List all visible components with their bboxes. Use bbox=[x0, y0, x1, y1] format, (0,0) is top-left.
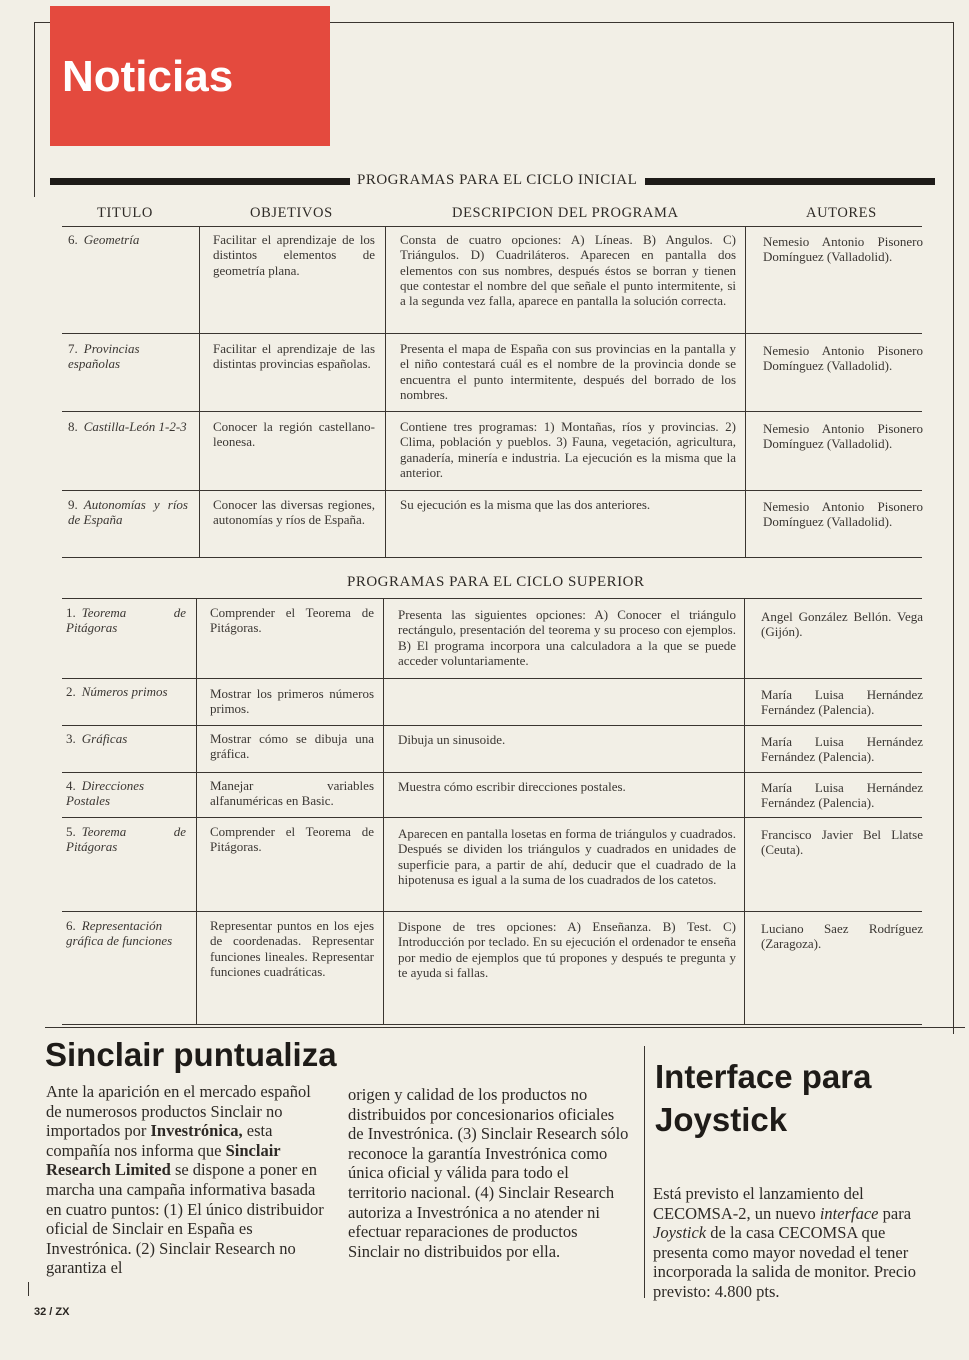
article-title-sinclair: Sinclair puntualiza bbox=[45, 1036, 337, 1073]
article-sinclair-col1: Ante la aparición en el mercado español de numerosos productos Sinclair no importados por Investrónica, esta compañía nos informa que Sinclair Research Limited se dispone a poner en marcha una campaña informativa basada en cuatro puntos: (1) El único distribuidor oficial de Sinclair en España es Investrónica. (2) Sinclair Research no garantiza el bbox=[46, 1082, 324, 1278]
program-autores: Nemesio Antonio Pisonero Domínguez (Valladolid). bbox=[763, 234, 923, 265]
articles-top-rule bbox=[45, 1027, 965, 1028]
program-descripcion: Su ejecución es la misma que las dos anteriores. bbox=[400, 497, 651, 512]
program-autores: Nemesio Antonio Pisonero Domínguez (Valladolid). bbox=[763, 499, 923, 530]
table-rule bbox=[62, 598, 922, 599]
program-objetivos: Manejar variables alfanuméricas en Basic. bbox=[210, 778, 374, 809]
table-col-rule bbox=[199, 226, 200, 557]
program-title: 7. Provincias españolas bbox=[68, 341, 140, 372]
table-rule bbox=[62, 817, 922, 818]
article-title-joystick-2: Joystick bbox=[655, 1101, 788, 1138]
program-objetivos: Comprender el Teorema de Pitágoras. bbox=[210, 824, 374, 855]
article-title-joystick-1: Interface para bbox=[655, 1058, 872, 1095]
table-rule bbox=[62, 226, 922, 227]
table-rule bbox=[62, 772, 922, 773]
program-objetivos: Facilitar el aprendizaje de los distintos elementos de geometría plana. bbox=[213, 232, 375, 278]
col-header-descripcion: DESCRIPCION DEL PROGRAMA bbox=[452, 205, 679, 221]
program-descripcion: Consta de cuatro opciones: A) Líneas. B) Angulos. C) Triángulos. D) Cuadriláteros. Aparecen en pantalla dos elementos con sus nombres, después éstos se borran y tienen que contestar el nombre del que señale el punto intermitente, si a la segunda vez falla, aparece en pantalla la solución correcta. bbox=[400, 232, 736, 309]
section-bar-right bbox=[645, 178, 935, 185]
table-rule bbox=[62, 678, 922, 679]
program-descripcion: Muestra cómo escribir direcciones postales. bbox=[398, 779, 626, 794]
program-title: 8. Castilla-León 1-2-3 bbox=[68, 419, 187, 434]
program-descripcion: Dispone de tres opciones: A) Enseñanza. B) Test. C) Introducción por teclado. En su ejecución el ordenador te enseña por medio de ejemplos que tú propones y después te pregunta y te ayuda si fallas. bbox=[398, 919, 736, 980]
program-autores: Angel González Bellón. Vega (Gijón). bbox=[761, 609, 923, 640]
col-header-titulo: TITULO bbox=[97, 205, 153, 221]
section-title-inicial: PROGRAMAS PARA EL CICLO INICIAL bbox=[357, 172, 638, 188]
program-objetivos: Mostrar cómo se dibuja una gráfica. bbox=[210, 731, 374, 762]
page-number: 32 / ZX bbox=[34, 1306, 70, 1318]
table-rule bbox=[62, 725, 922, 726]
section-title-superior: PROGRAMAS PARA EL CICLO SUPERIOR bbox=[347, 574, 645, 590]
program-title: 9. Autonomías y ríos de España bbox=[68, 497, 188, 528]
section-bar-left bbox=[50, 178, 350, 185]
frame-left-rule bbox=[34, 22, 35, 197]
table-col-rule bbox=[385, 226, 386, 557]
table-col-rule bbox=[196, 598, 197, 1024]
program-autores: Nemesio Antonio Pisonero Domínguez (Valladolid). bbox=[763, 343, 923, 374]
article-sinclair-col2: origen y calidad de los productos no distribuidos por concesionarios oficiales de Investrónica. (3) Sinclair Research sólo reconoce la garantía Investrónica como única oficial y válida para todo el territorio nacional. (4) Sinclair Research autoriza a Investrónica a no atender ni efectuar reparaciones de productos Sinclair no distribuidos por ella. bbox=[348, 1085, 629, 1261]
program-title: 1. Teorema de Pitágoras bbox=[66, 605, 186, 636]
table-col-rule bbox=[744, 598, 745, 1024]
table-rule bbox=[62, 333, 922, 334]
article-divider-rule bbox=[644, 1046, 645, 1298]
column-rule bbox=[28, 1282, 29, 1296]
program-objetivos: Conocer la región castellano-leonesa. bbox=[213, 419, 375, 450]
table-rule bbox=[62, 411, 922, 412]
table-col-rule bbox=[383, 598, 384, 1024]
section-header-title: Noticias bbox=[62, 52, 234, 101]
program-title: 6. Geometría bbox=[68, 232, 140, 247]
program-descripcion: Aparecen en pantalla losetas en forma de triángulos y cuadrados. Después se dividen los triángulos y cuadrados en unidades de superficie para, a partir de ahí, deducir que el cuadrado de la hipotenusa es igual a la suma de los cuadrados de los catetos. bbox=[398, 826, 736, 887]
program-objetivos: Mostrar los primeros números primos. bbox=[210, 686, 374, 717]
program-objetivos: Representar puntos en los ejes de coordenadas. Representar funciones lineales. Representar funciones cuadráticas. bbox=[210, 918, 374, 979]
col-header-objetivos: OBJETIVOS bbox=[250, 205, 333, 221]
program-descripcion: Presenta el mapa de España con sus provincias en la pantalla y el niño contestará cuál es el nombre de la provincia donde se encuentra el punto intermitente, después del borrado de los nombres. bbox=[400, 341, 736, 402]
program-autores: María Luisa Hernández Fernández (Palencia). bbox=[761, 780, 923, 811]
program-descripcion: Contiene tres programas: 1) Montañas, ríos y provincias. 2) Clima, población y pueblos. 3) Fauna, vegetación, agricultura, ganadería, minería e industria. La ejecución es la misma que la anterior. bbox=[400, 419, 736, 480]
program-descripcion: Dibuja un sinusoide. bbox=[398, 732, 506, 747]
table-rule bbox=[62, 557, 922, 558]
program-autores: María Luisa Hernández Fernández (Palencia). bbox=[761, 734, 923, 765]
program-title: 6. Representación gráfica de funciones bbox=[66, 918, 173, 949]
program-autores: Francisco Javier Bel Llatse (Ceuta). bbox=[761, 827, 923, 858]
program-autores: María Luisa Hernández Fernández (Palencia). bbox=[761, 687, 923, 718]
table-rule bbox=[62, 1024, 922, 1025]
program-title: 4. Direcciones Postales bbox=[66, 778, 145, 809]
program-title: 2. Números primos bbox=[66, 684, 168, 699]
program-objetivos: Comprender el Teorema de Pitágoras. bbox=[210, 605, 374, 636]
program-objetivos: Conocer las diversas regiones, autonomías y ríos de España. bbox=[213, 497, 375, 528]
table-col-rule bbox=[745, 226, 746, 557]
table-rule bbox=[62, 490, 922, 491]
program-autores: Nemesio Antonio Pisonero Domínguez (Valladolid). bbox=[763, 421, 923, 452]
program-objetivos: Facilitar el aprendizaje de las distintas provincias españolas. bbox=[213, 341, 375, 372]
program-title: 3. Gráficas bbox=[66, 731, 128, 746]
program-title: 5. Teorema de Pitágoras bbox=[66, 824, 186, 855]
col-header-autores: AUTORES bbox=[806, 205, 877, 221]
program-autores: Luciano Saez Rodríguez (Zaragoza). bbox=[761, 921, 923, 952]
article-joystick-text: Está previsto el lanzamiento del CECOMSA-2, un nuevo interface para Joystick de la casa CECOMSA que presenta como mayor novedad el tener incorporada la salida de monitor. Precio previsto: 4.800 pts. bbox=[653, 1184, 917, 1301]
frame-right-rule bbox=[953, 22, 954, 1034]
program-descripcion: Presenta las siguientes opciones: A) Conocer el triángulo rectángulo, presentación del teorema y su proceso con ejemplos. B) El programa incorpora una calculadora a la que se puede acceder voluntariamente. bbox=[398, 607, 736, 668]
table-rule bbox=[62, 911, 922, 912]
